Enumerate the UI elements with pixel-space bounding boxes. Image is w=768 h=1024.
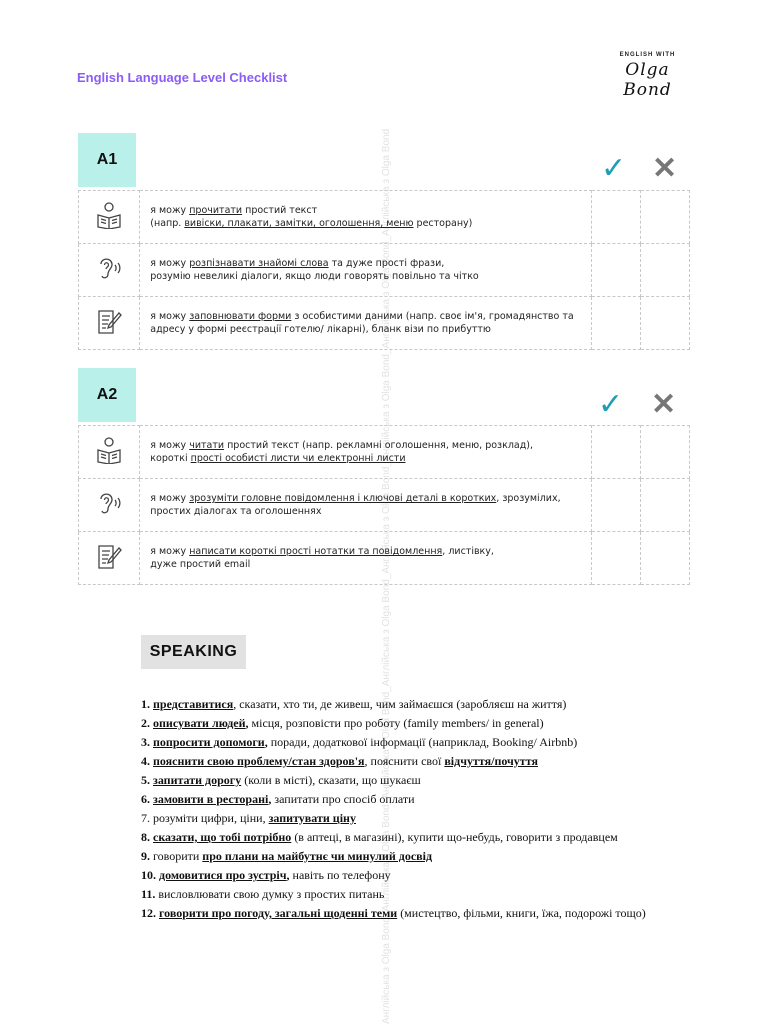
speaking-item: 11. висловлювати свою думку з простих питань <box>141 887 385 901</box>
skills-table-a1 <box>78 190 690 350</box>
cross-icon: ✕ <box>652 152 678 185</box>
check-box-cell[interactable] <box>591 191 640 244</box>
writing-icon <box>94 322 124 339</box>
skill-icon-cell <box>79 244 140 297</box>
cross-box-cell[interactable] <box>640 191 689 244</box>
skill-icon-cell <box>79 297 140 350</box>
check-box-cell[interactable] <box>591 244 640 297</box>
speaking-list <box>141 695 653 923</box>
document-title: English Language Level Checklist <box>77 70 288 85</box>
speaking-item: 2. описувати людей, місця, розповісти про роботу (family members/ in general) <box>141 716 544 730</box>
skill-icon-cell <box>79 532 140 585</box>
speaking-item: 3. попросити допомоги, поради, додаткової інформації (наприклад, Booking/ Airbnb) <box>141 735 578 749</box>
skill-row <box>79 532 690 585</box>
skill-row <box>79 244 690 297</box>
brand-small-text: ENGLISH WITH <box>619 52 676 58</box>
speaking-item: 6. замовити в ресторані, запитати про спосіб оплати <box>141 792 415 806</box>
skill-icon-cell <box>79 191 140 244</box>
skills-table-a2 <box>78 425 690 585</box>
speaking-item: 12. говорити про погоду, загальні щоденні теми (мистецтво, фільми, книги, їжа, подорожі тощо) <box>141 906 646 920</box>
skill-row <box>79 426 690 479</box>
skill-description: я можу розпізнавати знайомі слова та дуже прості фрази, розумію невеликі діалоги, якщо люди говорять повільно та чітко <box>140 244 591 297</box>
cross-icon: ✕ <box>651 388 677 421</box>
listening-icon <box>94 269 124 286</box>
cross-box-cell[interactable] <box>640 479 689 532</box>
skill-description: я можу читати простий текст (напр. рекламні оголошення, меню, розклад), короткі прості особисті листи чи електронні листи <box>140 426 591 479</box>
skill-icon-cell <box>79 426 140 479</box>
check-box-cell[interactable] <box>591 479 640 532</box>
cross-box-cell[interactable] <box>640 244 689 297</box>
skill-description: я можу зрозуміти головне повідомлення і ключові деталі в коротких, зрозумілих, простих діалогах та оголошеннях <box>140 479 591 532</box>
skill-row <box>79 297 690 350</box>
check-icon: ✓ <box>598 388 624 421</box>
speaking-item: 9. говорити про плани на майбутнє чи минулий досвід <box>141 849 433 863</box>
skill-description: я можу заповнювати форми з особистими даними (напр. своє ім'я, громадянство та адресу у формі реєстрації готелю/ лікарні), бланк візи по прибуттю <box>140 297 591 350</box>
speaking-item: 10. домовитися про зустріч, навіть по телефону <box>141 868 391 882</box>
skill-icon-cell <box>79 479 140 532</box>
watermark: Англійська з Olga Bond_Англійська з Olga Bond_Англійська з Olga Bond_Англійська з Olga Bond_Англійська з Olga Bond_Англійська з Olga Bond_Англійська з Olga Bond_Англійська з Olga Bond <box>381 128 392 1024</box>
level-box-a2: A2 <box>78 368 136 422</box>
cross-box-cell[interactable] <box>640 297 689 350</box>
level-box-a1: A1 <box>78 133 136 187</box>
speaking-item: 1. представитися, сказати, хто ти, де живеш, чим займаєшся (заробляєш на життя) <box>141 697 567 711</box>
writing-icon <box>94 557 124 574</box>
skill-row <box>79 479 690 532</box>
speaking-item: 5. запитати дорогу (коли в місті), сказати, що шукаєш <box>141 773 421 787</box>
speaking-item: 4. пояснити свою проблему/стан здоров'я, пояснити свої відчуття/почуття <box>141 754 538 768</box>
cross-box-cell[interactable] <box>640 426 689 479</box>
reading-icon <box>94 216 124 233</box>
cross-box-cell[interactable] <box>640 532 689 585</box>
speaking-item: 8. сказати, що тобі потрібно (в аптеці, в магазині), купити що-небудь, говорити з продавцем <box>141 830 618 844</box>
check-box-cell[interactable] <box>591 426 640 479</box>
listening-icon <box>94 504 124 521</box>
check-icon: ✓ <box>601 152 627 185</box>
skill-description: я можу прочитати простий текст (напр. вивіски, плакати, замітки, оголошення, меню ресторану) <box>140 191 591 244</box>
check-box-cell[interactable] <box>591 532 640 585</box>
speaking-item: 7. розуміти цифри, ціни, запитувати ціну <box>141 811 356 825</box>
speaking-badge: SPEAKING <box>141 635 246 669</box>
brand-script-text: Olga Bond <box>623 60 672 100</box>
brand-logo <box>600 52 695 100</box>
check-box-cell[interactable] <box>591 297 640 350</box>
reading-icon <box>94 451 124 468</box>
skill-row <box>79 191 690 244</box>
skill-description: я можу написати короткі прості нотатки та повідомлення, листівку, дуже простий email <box>140 532 591 585</box>
